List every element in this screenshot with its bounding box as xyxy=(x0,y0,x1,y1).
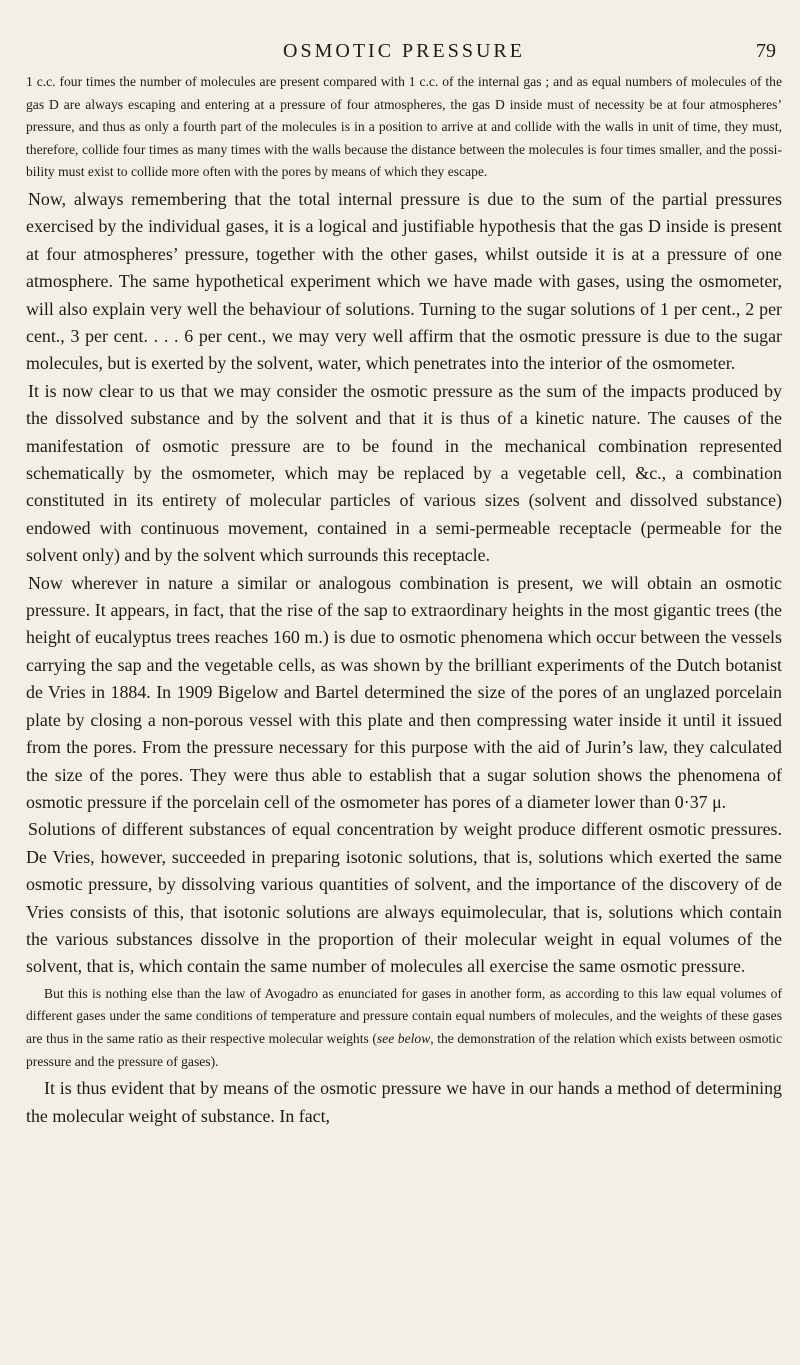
paragraph-molecular-weight: It is thus evident that by means of the osmotic pressure we have in our hands a method of determining the molecular weight of substance. In fact, xyxy=(26,1078,782,1126)
note-see-below: see below xyxy=(376,1030,431,1046)
avogadro-note xyxy=(26,983,782,1073)
paragraph-kinetic-nature: It is now clear to us that we may consider the osmotic pressure as the sum of the impacts produced by the dissolved substance and by the solvent and that it is thus of a kinetic nature. The causes of the manifestation of osmotic pressure are to be found in the mechanical combination represented schematically by the osmometer, which may be replaced by a vegetable cell, &c., a combination constituted in its entirety of molecular particles of various sizes (solvent and dissolved substance) endowed with continuous movement, contained in a semi-permeable receptacle (permeable for the solvent only) and by the solvent which surrounds this receptacle. xyxy=(26,380,782,566)
page-number: 79 xyxy=(756,40,776,62)
paragraph-isotonic-solutions: Solutions of different substances of equal concentration by weight produce different osmotic pressures. De Vries, however, succeeded in preparing isotonic solutions, that is, solutions which exerted the same osmotic pressure, by dissolving various quantities of solvent, and the importance of the discovery of de Vries consists of this, that isotonic solutions are always equimolecular, that is, solutions which contain the various substances dissolve in the proportion of their molecular weight in equal volumes of the solvent, that is, which contain the same number of molecules all exercise the same osmotic pressure. xyxy=(26,819,782,977)
running-title: OSMOTIC PRESSURE xyxy=(283,40,525,62)
note-text-after: , the demonstration of the relation which exists between osmotic pressure and the pressure of gases). xyxy=(26,1030,782,1069)
paragraph-partial-pressures: Now, always remembering that the total internal pressure is due to the sum of the partial pressures exercised by the individual gases, it is a logical and justifiable hypothesis that the gas D inside is present at four atmospheres’ pressure, together with the other gases, whilst outside it is at a pressure of one atmosphere. The same hypothetical experiment which we have made with gases, using the osmometer, will also explain very well the behaviour of solutions. Turning to the sugar solutions of 1 per cent., 2 per cent., 3 per cent. . . . 6 per cent., we may very well affirm that the osmotic pressure is due to the sugar molecules, but is exerted by the solvent, water, which penetrates into the interior of the osmometer. xyxy=(26,188,782,374)
page-header xyxy=(26,0,782,66)
paragraph-sap-rise: Now wherever in nature a similar or analogous combination is present, we will obtain an osmotic pressure. It appears, in fact, that the rise of the sap to extraordinary heights in the most gigantic trees (the height of eucalyptus trees reaches 160 m.) is due to osmotic phenomena which occur between the vessels carrying the sap and the vegetable cells, as was shown by the brilliant experiments of the Dutch botanist de Vries in 1884. In 1909 Bigelow and Bartel determined the size of the pores of an unglazed porcelain plate by closing a non-porous vessel with this plate and then compressing water inside it until it issued from the pores. From the pressure necessary for this purpose with the aid of Jurin’s law, they calculated the size of the pores. They were thus able to establish that a sugar solution shows the phenomena of osmotic pressure if the porcelain cell of the osmometer has pores of a diameter lower than 0·37 μ. xyxy=(26,572,782,812)
paragraph-continued: 1 c.c. four times the number of molecules are present compared with 1 c.c. of the internal gas ; and as equal numbers of molecules of the gas D are always escaping and entering at a pressure of four atmospheres, the gas D inside must of necessity be at four atmospheres’ pressure, and thus as only a fourth part of the molecules is in a position to arrive at and collide with the walls in unit of time, they must, therefore, collide four times as many times with the walls because the distance between the molecules is four times smaller, and the possibility must exist to collide more often with the pores by means of which they escape. xyxy=(26,74,782,180)
note-text-before: But this is nothing else than the law of Avogadro as enunciated for gases in another form, as according to this law equal volumes of different gases under the same conditions of temperature and pressure contain equal numbers of molecules, and the weights of these gases are thus in the same ratio as their respective molecular weights ( xyxy=(26,985,782,1046)
